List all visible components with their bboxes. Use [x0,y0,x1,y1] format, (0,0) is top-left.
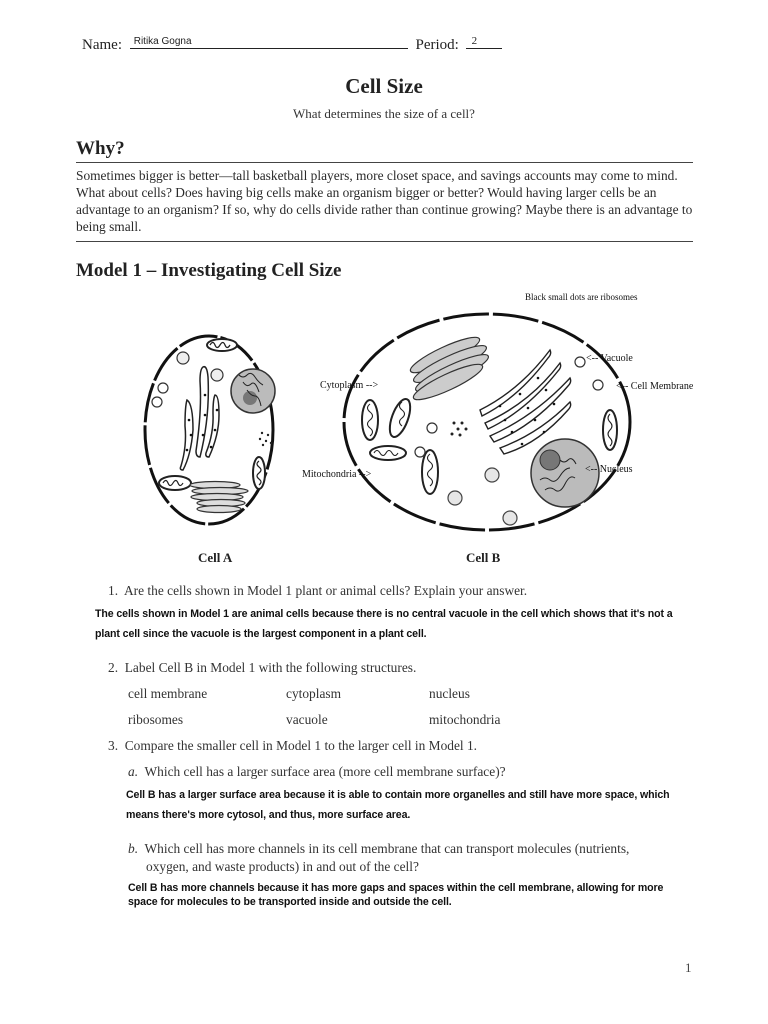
term-mitochondria: mitochondria [429,712,501,727]
nucleus-label: <-- Nucleus [585,464,633,475]
mitochondrion-icon [207,339,237,351]
period-value: 2 [471,35,478,47]
term-ribosomes: ribosomes [128,712,184,727]
question-2-number: 2. [108,660,119,675]
why-top-divider [76,162,693,163]
question-1 [108,583,527,599]
why-heading: Why? [76,138,125,159]
name-value: Ritika Gogna [133,36,192,47]
cell-b-diagram [340,310,635,535]
why-bottom-divider [76,241,693,242]
question-3 [108,738,477,754]
cell-b-label: Cell B [466,550,501,565]
ribosome-note: Black small dots are ribosomes [525,292,638,302]
mitochondria-label: Mitochondria --> [302,469,372,480]
cell-a-label: Cell A [198,550,233,565]
question-3a-letter: a. [128,764,139,779]
cytoplasm-label: Cytoplasm --> [320,380,379,391]
question-2 [108,660,416,676]
answer-1-line-2[interactable]: plant cell since the vacuole is the largest component in a plant cell. [95,628,427,640]
page-title: Cell Size [345,74,423,98]
question-2-text: Label Cell B in Model 1 with the following structures. [124,660,417,675]
cell-a-diagram [135,325,285,535]
period-field[interactable] [466,34,502,49]
question-3a-text: Which cell has a larger surface area (more cell membrane surface)? [144,764,506,779]
vacuole-label: <-- Vacuole [586,353,633,364]
question-3b [128,841,629,857]
question-1-text: Are the cells shown in Model 1 plant or animal cells? Explain your answer. [124,583,528,598]
cell-membrane-label: <-- Cell Membrane [616,381,694,392]
question-3-text: Compare the smaller cell in Model 1 to the larger cell in Model 1. [124,738,478,753]
question-3b-letter: b. [128,841,139,856]
model1-heading: Model 1 – Investigating Cell Size [76,260,342,281]
question-1-number: 1. [108,583,119,598]
answer-3a-line-1[interactable]: Cell B has a larger surface area because it is able to contain more organelles and still have more space, which [126,789,670,801]
term-nucleus: nucleus [429,686,470,701]
question-3-number: 3. [108,738,119,753]
period-label: Period: [415,37,459,53]
term-cytoplasm: cytoplasm [286,686,342,701]
nucleus-icon [231,369,275,413]
term-cell-membrane: cell membrane [128,686,208,701]
page-subtitle: What determines the size of a cell? [293,106,475,121]
term-vacuole: vacuole [286,712,328,727]
answer-3a-line-2[interactable]: means there's more cytosol, and thus, more surface area. [126,809,411,821]
question-3b-text-line-1: Which cell has more channels in its cell membrane that can transport molecules (nutrients, [144,841,630,856]
answer-1-line-1[interactable]: The cells shown in Model 1 are animal cells because there is no central vacuole in the cell which shows that it's not a [95,608,673,620]
answer-3b-line-2[interactable]: space for molecules to be transported inside and outside the cell. [128,896,452,908]
page-number: 1 [685,960,692,975]
why-paragraph: Sometimes bigger is better—tall basketball players, more closet space, and savings accounts may come to mind. What about cells? Does having big cells make an organism bigger or better? Would having larger cells be an advantage to an organism? If so, why do cells divide rather than continue growing? Maybe there is an advantage to being small. [76,168,693,234]
name-field[interactable] [130,34,408,49]
answer-3b-line-1[interactable]: Cell B has more channels because it has more gaps and spaces within the cell membrane, allowing for more [128,882,664,894]
question-3a [128,764,506,780]
name-label: Name: [82,37,122,53]
question-3b-text-line-2: oxygen, and waste products) in and out of the cell? [146,859,419,874]
name-period-header [82,34,502,54]
